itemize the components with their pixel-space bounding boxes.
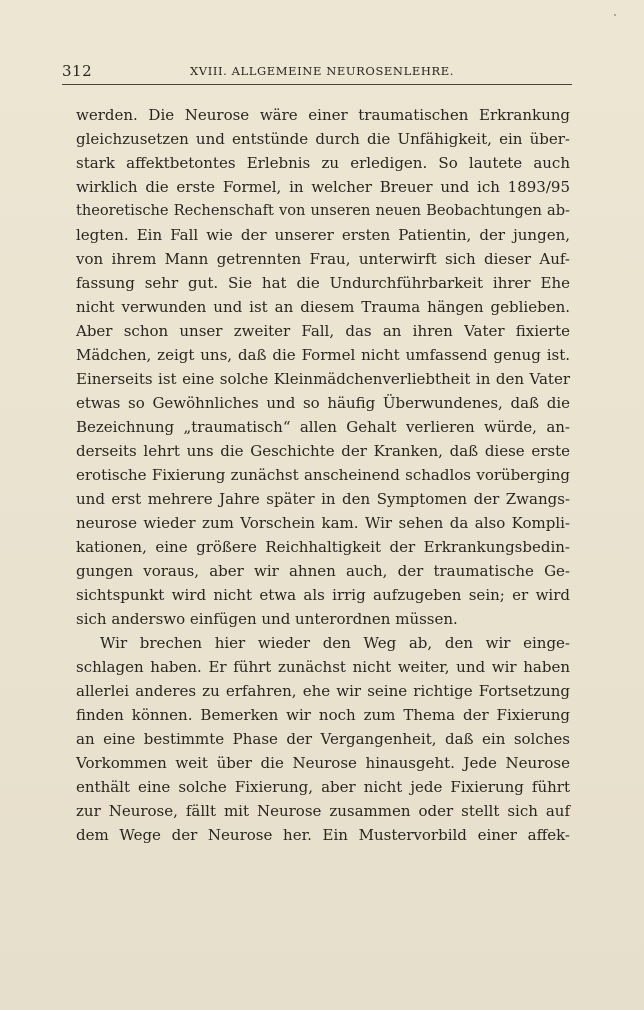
text-line: an eine bestimmte Phase der Vergangenheit, daß ein solches	[76, 730, 570, 748]
text-line: schlagen haben. Er führt zunächst nicht weiter, und wir haben	[76, 658, 570, 676]
text-line: dem Wege der Neurose her. Ein Mustervorbild einer affek-	[76, 826, 570, 844]
text-line: etwas so Gewöhnliches und so häufig Überwundenes, daß die	[76, 394, 570, 412]
text-line: sichtspunkt wird nicht etwa als irrig aufzugeben sein; er wird	[76, 586, 570, 604]
page-number: 312	[62, 62, 93, 80]
text-line: derseits lehrt uns die Geschichte der Kranken, daß diese erste	[76, 442, 570, 460]
text-line: Bezeichnung „traumatisch“ allen Gehalt verlieren würde, an-	[76, 418, 570, 436]
text-line: stark affektbetontes Erlebnis zu erledigen. So lautete auch	[76, 154, 570, 172]
text-line: legten. Ein Fall wie der unserer ersten Patientin, der jungen,	[76, 226, 570, 244]
text-line: nicht verwunden und ist an diesem Trauma hängen geblieben.	[76, 298, 570, 316]
text-line: wirklich die erste Formel, in welcher Breuer und ich 1893/95	[76, 178, 570, 196]
text-line: zur Neurose, fällt mit Neurose zusammen oder stellt sich auf	[76, 802, 570, 820]
chapter-title: XVIII. ALLGEMEINE NEUROSENLEHRE.	[190, 64, 454, 78]
running-head	[62, 62, 572, 84]
text-line: kationen, eine größere Reichhaltigkeit der Erkrankungsbedin-	[76, 538, 570, 556]
text-line: Mädchen, zeigt uns, daß die Formel nicht umfassend genug ist.	[76, 346, 570, 364]
text-line: Einerseits ist eine solche Kleinmädchenverliebtheit in den Vater	[76, 370, 570, 388]
text-line: enthält eine solche Fixierung, aber nicht jede Fixierung führt	[76, 778, 570, 796]
text-line: erotische Fixierung zunächst anscheinend schadlos vorüberging	[76, 466, 570, 484]
text-line: finden können. Bemerken wir noch zum Thema der Fixierung	[76, 706, 570, 724]
text-line: werden. Die Neurose wäre einer traumatischen Erkrankung	[76, 106, 570, 124]
text-line: fassung sehr gut. Sie hat die Undurchführbarkeit ihrer Ehe	[76, 274, 570, 292]
text-line: Vorkommen weit über die Neurose hinausgeht. Jede Neurose	[76, 754, 570, 772]
text-line: allerlei anderes zu erfahren, ehe wir seine richtige Fortsetzung	[76, 682, 570, 700]
header-rule	[62, 84, 572, 85]
text-line: und erst mehrere Jahre später in den Symptomen der Zwangs-	[76, 490, 570, 508]
body-text	[76, 103, 570, 847]
text-line: theoretische Rechenschaft von unseren neuen Beobachtungen ab-	[76, 202, 570, 219]
paper-speck	[614, 14, 616, 16]
text-line: gleichzusetzen und entstünde durch die Unfähigkeit, ein über-	[76, 130, 570, 148]
paragraph-start-line: Wir brechen hier wieder den Weg ab, den wir einge-	[100, 634, 570, 652]
paragraph-end-line: sich anderswo einfügen und unterordnen müssen.	[76, 610, 458, 628]
text-line: Aber schon unser zweiter Fall, das an ihren Vater fixierte	[76, 322, 570, 340]
text-line: neurose wieder zum Vorschein kam. Wir sehen da also Kompli-	[76, 514, 570, 532]
text-line: von ihrem Mann getrennten Frau, unterwirft sich dieser Auf-	[76, 250, 570, 268]
text-line: gungen voraus, aber wir ahnen auch, der traumatische Ge-	[76, 562, 570, 580]
